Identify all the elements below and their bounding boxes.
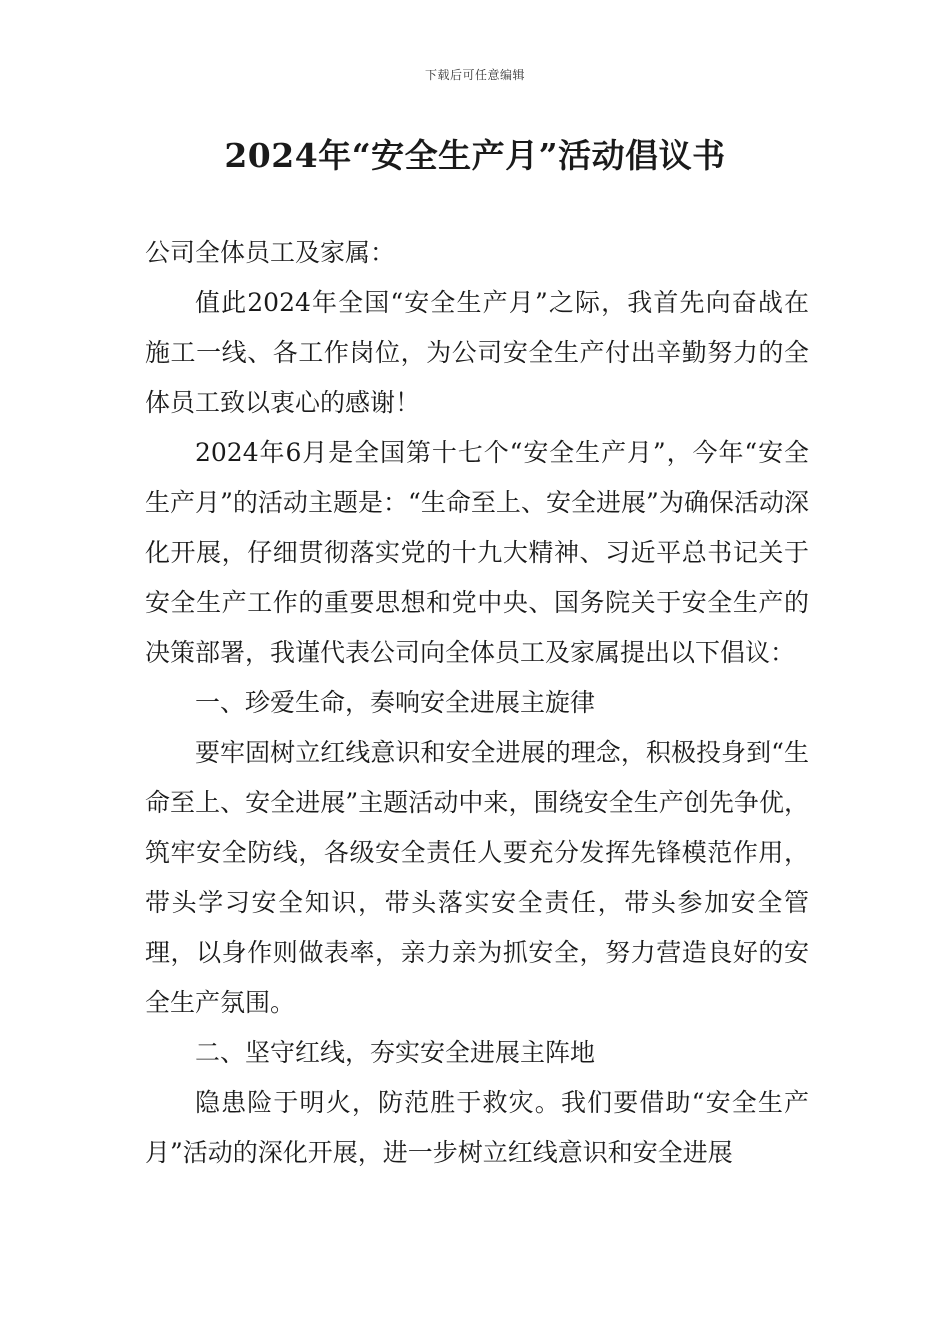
paragraph-theme: 2024年6月是全国第十七个“安全生产月”，今年“安全生产月”的活动主题是：“生命至上、安全进展”为确保活动深化开展，仔细贯彻落实党的十九大精神、习近平总书记关于安全生产工作的重要思想和党中央、国务院关于安全生产的决策部署，我谨代表公司向全体员工及家属提出以下倡议：: [145, 438, 809, 667]
section-heading-1: 一、珍爱生命，奏响安全进展主旋律: [195, 688, 596, 717]
paragraph-section-1: 要牢固树立红线意识和安全进展的理念，积极投身到“生命至上、安全进展”主题活动中来，围绕安全生产创先争优，筑牢安全防线，各级安全责任人要充分发挥先锋模范作用，带头学习安全知识，带头落实安全责任，带头参加安全管理，以身作则做表率，亲力亲为抓安全，努力营造良好的安全生产氛围。: [145, 738, 809, 1017]
paragraph-intro: 值此2024年全国“安全生产月”之际，我首先向奋战在施工一线、各工作岗位，为公司安全生产付出辛勤努力的全体员工致以衷心的感谢！: [145, 288, 809, 417]
salutation: 公司全体员工及家属：: [145, 238, 396, 267]
document-title: 2024年“安全生产月”活动倡议书: [224, 136, 726, 175]
document-body: [145, 228, 809, 1178]
paragraph-section-2: 隐患险于明火，防范胜于救灾。我们要借助“安全生产月”活动的深化开展，进一步树立红线意识和安全进展: [145, 1088, 809, 1167]
section-heading-2: 二、坚守红线，夯实安全进展主阵地: [195, 1038, 596, 1067]
header-note: 下载后可任意编辑: [424, 68, 525, 82]
